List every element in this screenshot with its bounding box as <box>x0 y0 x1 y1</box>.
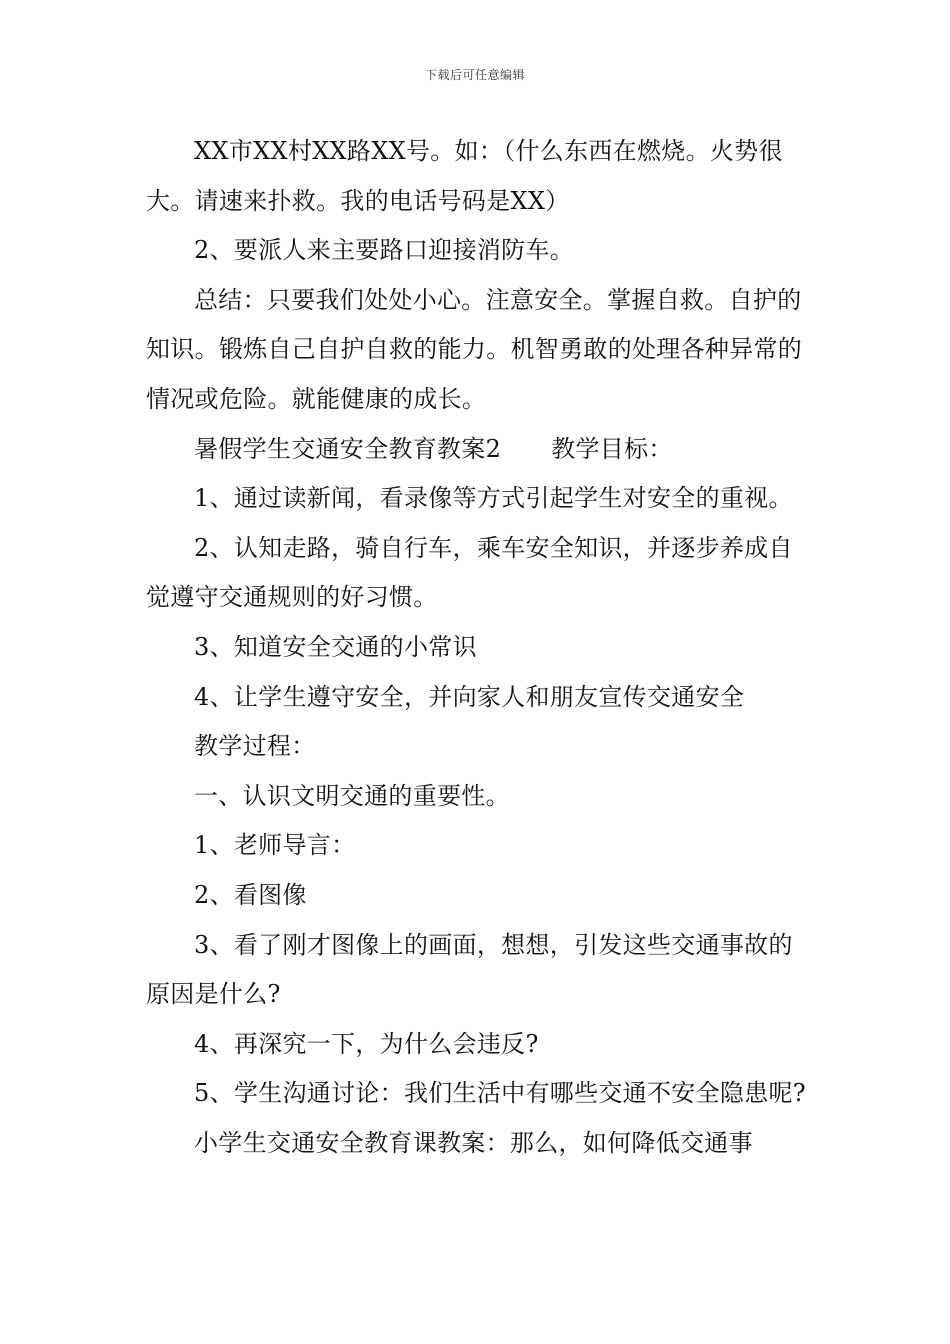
teaching-goals-label: 教学目标： <box>551 434 673 463</box>
goal-item-1: 1、通过读新闻，看录像等方式引起学生对安全的重视。 <box>194 484 793 513</box>
paragraph-address: XX市XX村XX路XX号。如：（什么东西在燃烧。火势很大。请速来扑救。我的电话号码是XX） <box>146 137 783 215</box>
step-5: 5、学生沟通讨论：我们生活中有哪些交通不安全隐患呢? <box>194 1079 806 1108</box>
goal-item-4: 4、让学生遵守安全，并向家人和朋友宣传交通安全 <box>194 682 745 711</box>
heading-line <box>146 425 810 475</box>
document-body <box>146 127 810 1168</box>
step-3: 3、看了刚才图像上的画面，想想，引发这些交通事故的原因是什么? <box>146 930 793 1009</box>
step-1: 1、老师导言： <box>194 831 356 860</box>
step-2: 2、看图像 <box>194 880 307 909</box>
paragraph-summary: 总结：只要我们处处小心。注意安全。掌握自救。自护的知识。锻炼自己自护自救的能力。机智勇敢的处理各种异常的情况或危险。就能健康的成长。 <box>146 285 803 413</box>
paragraph-lesson-intro: 小学生交通安全教育课教案：那么，如何降低交通事 <box>194 1128 753 1157</box>
step-4: 4、再深究一下，为什么会违反? <box>194 1029 539 1058</box>
paragraph-fire-truck: 2、要派人来主要路口迎接消防车。 <box>194 236 575 265</box>
goal-item-2: 2、认知走路，骑自行车，乘车安全知识，并逐步养成自觉遵守交通规则的好习惯。 <box>146 533 793 612</box>
teaching-process-label: 教学过程： <box>194 732 316 761</box>
goal-item-3: 3、知道安全交通的小常识 <box>194 632 477 661</box>
section-one-heading: 一、认识文明交通的重要性。 <box>194 781 510 810</box>
lesson-plan-title: 暑假学生交通安全教育教案2 <box>194 434 502 463</box>
page-header-note: 下载后可任意编辑 <box>424 68 525 82</box>
